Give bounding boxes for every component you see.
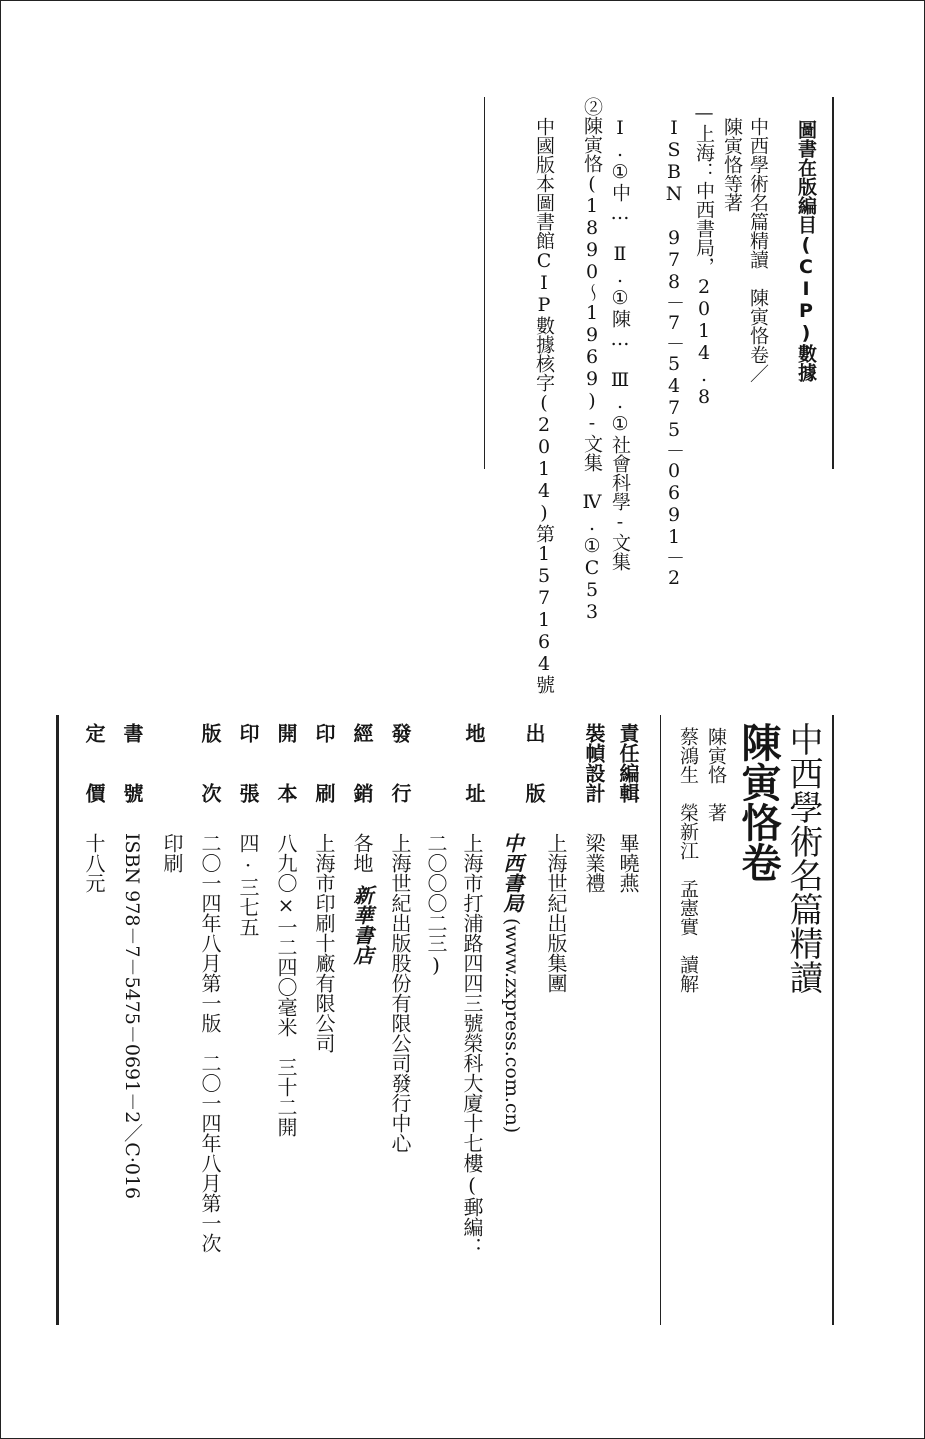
distributor-logo: 新華書店: [350, 885, 374, 965]
colophon-bottom-rule: [56, 715, 59, 1325]
colophon-value: 四·三七五: [236, 833, 260, 937]
colophon-label: 地 址: [462, 723, 486, 803]
colophon-label: 責任編輯: [616, 723, 640, 803]
readers-line: 蔡鴻生 榮新江 孟憲實 讀解: [677, 727, 699, 993]
cip-top-rule: [832, 97, 834, 469]
colophon-value: 上海世紀出版股份有限公司發行中心: [388, 833, 412, 1153]
cip-line: 陳寅恪等著: [721, 117, 743, 212]
colophon-value: 二〇〇〇二三): [424, 833, 448, 977]
colophon-value: (www.zxpress.com.cn): [501, 918, 523, 1134]
publisher-logo: 中西書局: [500, 833, 524, 913]
colophon-value: 上海市打浦路四四三號榮科大廈十七樓(郵編：: [460, 833, 484, 1257]
cip-line: ②陳寅恪(1890～1969)-文集 Ⅳ.①C53: [581, 97, 603, 623]
cip-line: —上海：中西書局，2014.8: [693, 102, 715, 408]
cip-title: 圖書在版編目(CIP)數據: [795, 120, 817, 382]
colophon-value: 梁業禮: [582, 833, 606, 893]
cip-line: Ⅰ.①中… Ⅱ.①陳… Ⅲ.①社會科學-文集: [609, 117, 631, 571]
colophon-label: 發 行: [388, 723, 412, 803]
colophon-label: 書 號: [120, 723, 144, 803]
cip-line: ISBN 978－7－5475－0691－2: [663, 117, 685, 589]
cip-line: 中國版本圖書館CIP數據核字(2014)第157164號: [533, 117, 555, 694]
colophon-label: 版 次: [198, 723, 222, 803]
colophon-label: 印 刷: [312, 723, 336, 803]
colophon-label: 開 本: [274, 723, 298, 803]
colophon-value: 二〇一四年八月第一版 二〇一四年八月第一次: [198, 833, 222, 1253]
colophon-value: 八九〇×一二四〇毫米 三十二開: [274, 833, 298, 1137]
colophon-value: 各地: [350, 833, 374, 873]
colophon-label: 裝幀設計: [582, 723, 606, 803]
colophon-label: 經 銷: [350, 723, 374, 803]
colophon-value: 十八元: [82, 833, 106, 893]
colophon-value: 畢曉燕: [616, 833, 640, 893]
book-divider-rule: [660, 715, 661, 1325]
colophon-value: 上海世紀出版集團: [544, 833, 568, 993]
colophon-value: ISBN 978－7－5475－0691－2／C·016: [121, 833, 143, 1200]
colophon-label: 印 張: [236, 723, 260, 803]
colophon-label: 定 價: [82, 723, 106, 803]
colophon-value: 印刷: [160, 833, 184, 873]
colophon-label: 出 版: [522, 723, 546, 803]
cip-bottom-rule: [484, 97, 485, 469]
book-top-rule: [832, 715, 834, 1325]
cip-line: 中西學術名篇精讀 陳寅恪卷／: [747, 117, 769, 383]
colophon-value: 上海市印刷十廠有限公司: [312, 833, 336, 1053]
book-title: 陳寅恪卷: [735, 722, 782, 882]
author-line: 陳寅恪 著: [705, 727, 727, 822]
series-title: 中西學術名篇精讀: [783, 722, 823, 994]
